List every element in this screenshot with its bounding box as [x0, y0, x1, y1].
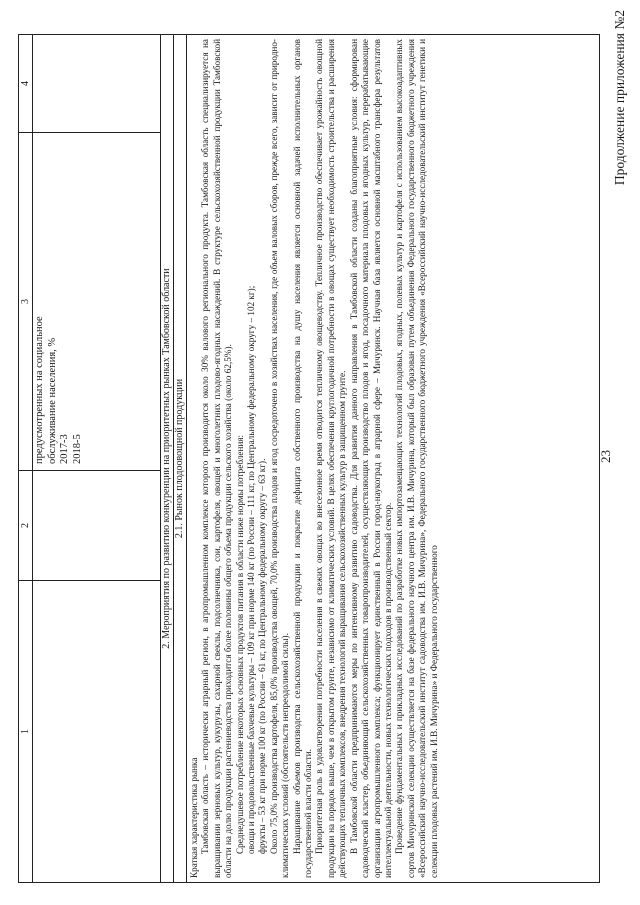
continuation-col-1 [33, 580, 160, 882]
header-col-1: 1 [19, 580, 32, 882]
indicator-value-2017: 2017-3 [59, 434, 70, 464]
subsection-title: 2.1. Рынок плодоовощной продукции [174, 35, 187, 882]
continuation-col-3 [33, 132, 160, 470]
paragraph: Тамбовская область – исторически аграрный регион, в агропромышленном комплексе которого производится около 30% валового регионального продукта. Тамбовская область специализируется на выращивании зерновых культур, кукурузы, сахарной свеклы, подсолнечника, сои, картофеля, овощей и многолетних плодово-ягодных насаждений. В структуре сельскохозяйственной продукции Тамбовской области на долю продукции растениеводства приходится более половины общего объема продукции сельского хозяйства (около 62,5%). [200, 39, 234, 878]
header-col-4: 4 [20, 81, 31, 86]
paragraph: фрукты – 53 кг при норме 100 кг (по России – 61 кг, по Центральному федеральному округу – 63 кг). [257, 458, 268, 854]
paragraph: овощи и продовольственные бахчевые культуры – 109 кг при норме 140 кг (по России – 111 кг, по Центральному федеральному округу – 102 кг); [246, 285, 257, 854]
indicator-line: предусмотренных на социальное [34, 316, 45, 464]
header-col-3: 3 [19, 132, 32, 470]
paragraph-heading: Краткая характеристика рынка [189, 757, 199, 878]
indicator-line: обслуживание населения, % [46, 337, 58, 464]
paragraph: Наращивание объемов производства сельскохозяйственной продукции и покрытие дефицита собственного производства на душу населения является основной задачей исполнительных органов государственной власти области. [291, 39, 314, 878]
table-header-row [19, 35, 33, 882]
market-description [187, 35, 599, 882]
continuation-row [33, 35, 161, 882]
paragraph: В Тамбовской области предпринимаются меры по интенсивному развитию садоводства. Для развития данного направления в Тамбовской области созданы благоприятные условия: сформирован садоводческий кластер, объединяющий сельскохозяйственных товаропроизводителей, осуществляющих производство плодов и ягод, посадочного материала плодовых и ягодных культур, перерабатывающие организации агропромышленного комплекса; функционирует единственный в России город-наукоград в аграрной сфере – Мичуринск. Научная база является основной масштабного трансфера результатов интеллектуальной деятельности, новых технологических подходов в производственный сектор. [348, 39, 393, 878]
continuation-col-2 [33, 470, 160, 580]
appendix-continuation-label: Продолжение приложения №2 [612, 10, 627, 186]
paragraph: Проведение фундаментальных и прикладных исследований по разработке новых импортозамещающих технологий плодовых, ягодных, полевых культур и картофеля с использованием высокоадаптивных сортов Мичуринской селекции осуществляется на базе федерального научного центра им. И.В. Мичурина, который был образован путем объединения Федерального государственного бюджетного учреждения «Всероссийский научно-исследовательский институт садоводства им. И.В. Мичурина», Федерального государственного бюджетного учреждения «Всероссийский научно-исследовательский институт генетики и селекции плодовых растений им. И.В. Мичурина» и Федерального государственного [394, 39, 439, 878]
header-col-2: 2 [19, 470, 32, 580]
section-title: 2. Мероприятия по развитию конкуренции на приоритетных рынках Тамбовской области [161, 35, 174, 882]
indicator-value-2018: 2018-5 [71, 434, 83, 464]
page-number: 23 [598, 450, 613, 463]
paragraph: Приоритетная роль в удовлетворении потребности населения в свежих овощах во внесезонное время отводится тепличному овощеводству. Тепличное производство обеспечивает урожайность овощной продукции на порядок выше, чем в открытом грунте, независимо от климатических условий. В целях обеспечения круглогодичной потребности в овощах существует необходимость строительства и расширения действующих тепличных комплексов, внедрения технологий выращивания сельскохозяйственных культур в защищенном грунте. [314, 39, 348, 878]
continuation-col-4 [33, 35, 160, 132]
document-table [18, 34, 600, 883]
paragraph: Среднедушевое потребление некоторых основных продуктов питания в области ниже нормы потребления: [234, 434, 245, 854]
paragraph: Около 75,0% производства картофеля, 85,0% производства овощей, 70,0% производства плодов и ягод сосредоточено в хозяйствах населения, где объем валовых сборов, прежде всего, зависит от природно-климатических условий (обстоятельств непреодолимой силы). [268, 39, 291, 878]
